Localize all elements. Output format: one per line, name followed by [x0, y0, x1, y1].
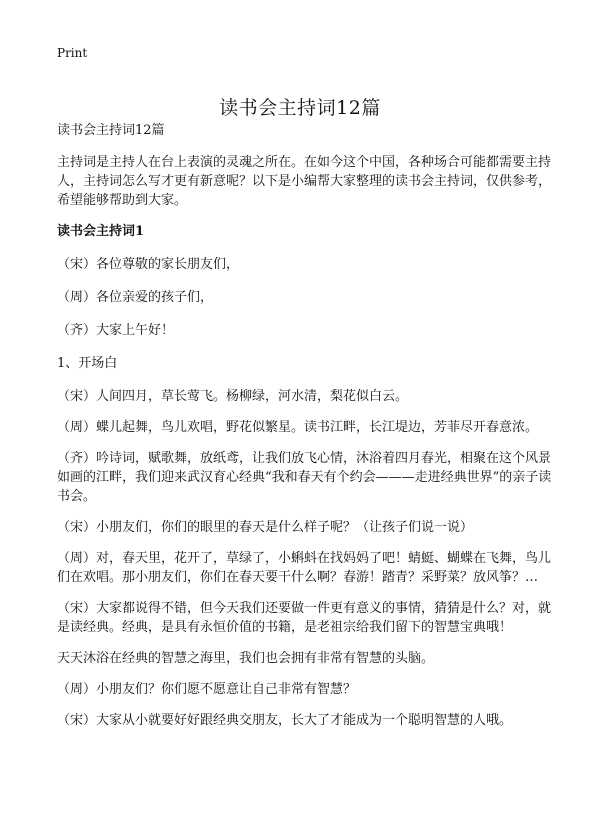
paragraph: （宋）大家从小就要好好跟经典交朋友，长大了才能成为一个聪明智慧的人哦。: [57, 713, 513, 728]
subtitle: 读书会主持词12篇: [57, 123, 165, 138]
section-heading: 读书会主持词1: [57, 224, 145, 239]
print-link[interactable]: Print: [57, 46, 88, 60]
paragraph: （周）对，春天里，花开了，草绿了，小蝌蚪在找妈妈了吧！蜻蜓、蝴蝶在飞舞，鸟儿们在欢唱。那小朋友们，你们在春天要干什么啊？春游！踏青？采野菜？放风筝？…: [57, 551, 552, 585]
paragraph: （宋）各位尊敬的家长朋友们，: [57, 257, 240, 272]
paragraph: （宋）小朋友们，你们的眼里的春天是什么样子呢？（让孩子们说一说）: [57, 520, 474, 535]
paragraph: （周）小朋友们？你们愿不愿意让自己非常有智慧？: [57, 682, 357, 697]
paragraph: （齐）大家上午好！: [57, 323, 175, 338]
paragraph: （周）各位亲爱的孩子们，: [57, 290, 214, 305]
paragraph: 天天沐浴在经典的智慧之海里，我们也会拥有非常有智慧的头脑。: [57, 651, 435, 666]
paragraph: 1、开场白: [57, 356, 118, 371]
paragraph: （齐）吟诗词，赋歌舞，放纸鸢，让我们放飞心情，沐浴着四月春光，相聚在这个风景如画的江畔，我们迎来武汉育心经典“我和春天有个约会———走进经典世界”的亲子读书会。: [57, 451, 552, 504]
paragraph: （宋）大家都说得不错，但今天我们还要做一件更有意义的事情，猜猜是什么？对，就是读经典。经典，是具有永恒价值的书籍，是老祖宗给我们留下的智慧宝典哦！: [57, 601, 552, 635]
paragraph: （宋）人间四月，草长莺飞。杨柳绿，河水清，梨花似白云。: [57, 389, 409, 404]
document-body: [57, 121, 552, 742]
paragraph: （周）蝶儿起舞，鸟儿欢唱，野花似繁星。读书江畔，长江堤边，芳菲尽开春意浓。: [57, 420, 539, 435]
page-title: 读书会主持词12篇: [219, 96, 381, 119]
intro-paragraph: 主持词是主持人在台上表演的灵魂之所在。在如今这个中国，各种场合可能都需要主持人，主持词怎么写才更有新意呢？以下是小编帮大家整理的读书会主持词，仅供参考，希望能够帮助到大家。: [57, 155, 552, 208]
